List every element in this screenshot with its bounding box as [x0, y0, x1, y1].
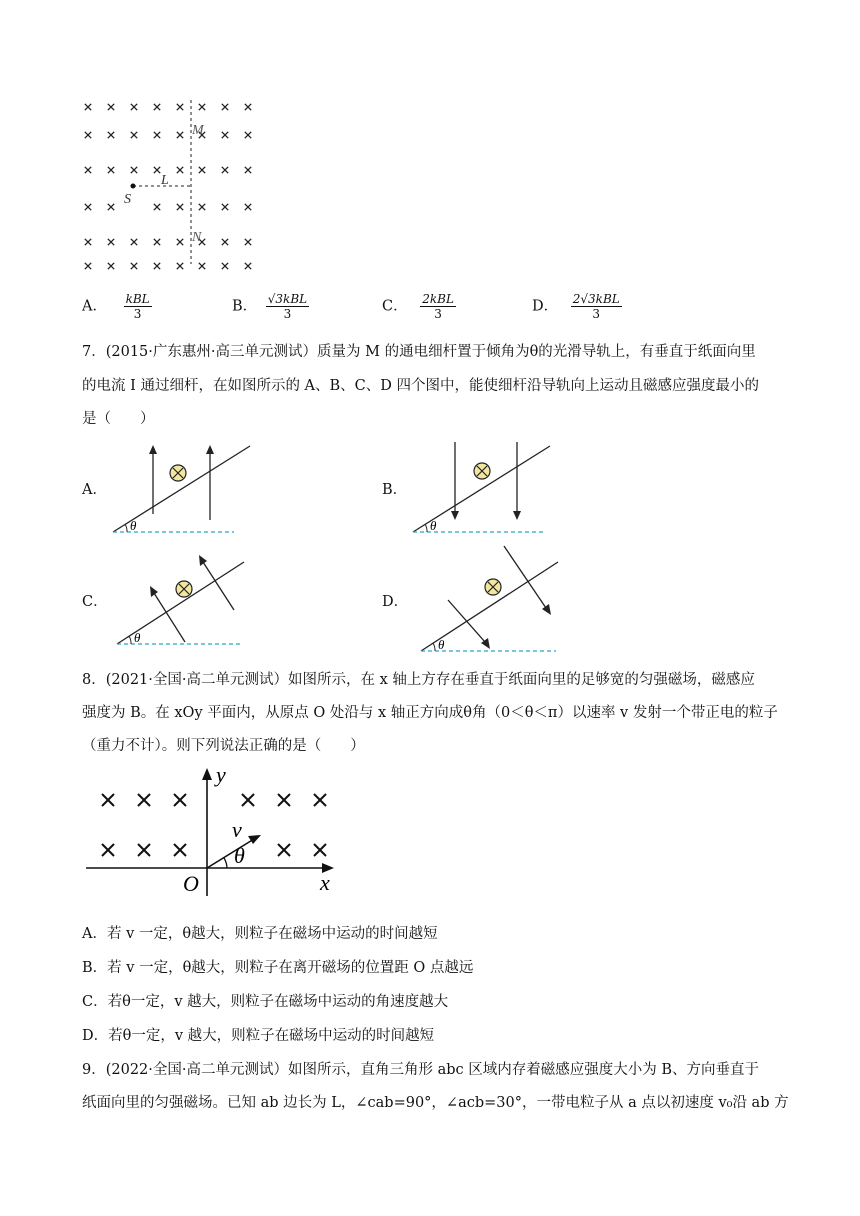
- field-cross: [222, 239, 228, 245]
- field-cross: [85, 104, 91, 110]
- field-cross: [131, 263, 137, 269]
- field-cross: [131, 132, 137, 138]
- angle-arc: [425, 524, 427, 532]
- field-cross: [108, 263, 114, 269]
- q8-option-a: A．若 v 一定，θ越大，则粒子在磁场中运动的时间越短: [82, 926, 438, 942]
- q7-figure-c: [114, 554, 264, 650]
- velocity-arrowhead: [248, 835, 261, 844]
- q8-coordinate-figure: [86, 762, 346, 902]
- field-cross: [199, 204, 205, 210]
- field-cross: [177, 263, 183, 269]
- current-into-page-icon: [170, 465, 186, 481]
- field-cross: [314, 794, 326, 806]
- field-cross: [108, 104, 114, 110]
- angle-arc: [224, 858, 227, 868]
- field-cross: [245, 239, 251, 245]
- q7-stem-line-1: 7．(2015·广东惠州·高三单元测试）质量为 M 的通电细杆置于倾角为θ的光滑导轨上，有垂直于纸面向里: [82, 344, 756, 360]
- label-theta: θ: [234, 843, 245, 868]
- current-into-page-icon: [176, 581, 192, 597]
- q6-magnetic-field-figure: [78, 96, 268, 276]
- field-cross: [154, 104, 160, 110]
- label-n: N: [192, 230, 202, 245]
- field-cross: [154, 204, 160, 210]
- field-cross: [138, 794, 150, 806]
- field-cross: [177, 204, 183, 210]
- angle-arc: [433, 643, 435, 651]
- current-into-page-icon: [474, 463, 490, 479]
- field-cross: [222, 204, 228, 210]
- angle-arc: [125, 524, 127, 532]
- q8-option-d: D．若θ一定，v 越大，则粒子在磁场中运动的时间越短: [82, 1028, 435, 1044]
- q9-stem-line-1: 9．(2022·全国·高二单元测试）如图所示，直角三角形 abc 区域内存着磁感应强度大小为 B、方向垂直于: [82, 1062, 760, 1078]
- field-cross: [154, 132, 160, 138]
- theta-label: θ: [130, 518, 137, 533]
- q7-figure-a: [110, 440, 260, 540]
- field-cross: [85, 132, 91, 138]
- label-y: y: [216, 762, 226, 787]
- field-cross: [108, 167, 114, 173]
- q6-option-b: B． $\frac{\text{√3kBL}}{3}$: [232, 292, 308, 321]
- field-cross: [314, 844, 326, 856]
- q6-option-c: C． $\frac{\text{2kBL}}{3}$: [382, 292, 454, 321]
- field-cross: [245, 104, 251, 110]
- q7-figure-label-b: B．: [382, 482, 408, 498]
- fraction: $\frac{\text{√3kBL}}{3}$: [267, 292, 308, 321]
- field-cross: [245, 167, 251, 173]
- velocity-vector: [207, 839, 254, 868]
- field-cross: [174, 794, 186, 806]
- field-cross: [154, 239, 160, 245]
- fraction: $\frac{\text{2kBL}}{3}$: [422, 292, 454, 321]
- q7-figure-b: [410, 440, 560, 540]
- fraction: $\frac{\text{kBL}}{3}$: [125, 292, 150, 321]
- field-cross: [222, 167, 228, 173]
- field-cross: [199, 104, 205, 110]
- field-cross: [177, 132, 183, 138]
- field-cross: [108, 132, 114, 138]
- fraction: $\frac{\text{2√3kBL}}{3}$: [572, 292, 620, 321]
- field-cross: [102, 844, 114, 856]
- label-x: x: [320, 870, 330, 895]
- field-cross: [131, 239, 137, 245]
- field-cross: [138, 844, 150, 856]
- label-v: v: [232, 817, 242, 842]
- field-cross: [278, 794, 290, 806]
- q8-stem-line-1: 8．(2021·全国·高二单元测试）如图所示，在 x 轴上方存在垂直于纸面向里的足够宽的匀强磁场，磁感应: [82, 672, 755, 688]
- label-origin: O: [183, 871, 199, 896]
- q7-stem-line-3: 是（ ）: [82, 411, 155, 427]
- field-crosses: [102, 794, 326, 856]
- field-cross: [245, 263, 251, 269]
- field-cross: [174, 844, 186, 856]
- field-cross: [177, 239, 183, 245]
- field-arrow-perpendicular: [504, 546, 546, 608]
- q7-figure-label-c: C．: [82, 594, 108, 610]
- q8-stem-line-3: （重力不计）。则下列说法正确的是（ ）: [82, 738, 365, 754]
- label-s: S: [124, 192, 131, 207]
- q8-option-b: B．若 v 一定，θ越大，则粒子在离开磁场的位置距 O 点越远: [82, 960, 474, 976]
- field-cross: [242, 794, 254, 806]
- field-cross: [278, 844, 290, 856]
- q6-option-d: D． $\frac{\text{2√3kBL}}{3}$: [532, 292, 620, 321]
- q7-figure-label-a: A．: [82, 482, 107, 498]
- field-cross: [222, 104, 228, 110]
- q6-option-a: A． $\frac{\text{kBL}}{3}$: [82, 292, 150, 321]
- field-cross: [131, 104, 137, 110]
- theta-label: θ: [438, 637, 445, 652]
- field-cross: [177, 104, 183, 110]
- field-cross: [85, 239, 91, 245]
- y-axis-arrowhead: [202, 768, 212, 780]
- field-cross: [154, 167, 160, 173]
- field-cross: [199, 167, 205, 173]
- field-cross: [199, 263, 205, 269]
- q7-figure-label-d: D．: [382, 594, 409, 610]
- q7-stem-line-2: 的电流 I 通过细杆，在如图所示的 A、B、C、D 四个图中，能使细杆沿导轨向上运动且磁感应强度最小的: [82, 378, 760, 394]
- current-into-page-icon: [485, 579, 501, 595]
- field-arrow-perpendicular: [448, 600, 485, 642]
- field-cross: [222, 263, 228, 269]
- field-cross: [85, 204, 91, 210]
- field-cross: [108, 204, 114, 210]
- source-point-s: [131, 184, 136, 189]
- field-cross: [177, 167, 183, 173]
- field-cross: [245, 132, 251, 138]
- field-cross: [245, 204, 251, 210]
- field-cross: [154, 263, 160, 269]
- label-m: M: [192, 123, 204, 138]
- q7-figure-d: [418, 542, 568, 654]
- label-l: L: [161, 173, 169, 188]
- q8-option-c: C．若θ一定，v 越大，则粒子在磁场中运动的角速度越大: [82, 994, 449, 1010]
- q9-stem-line-2: 纸面向里的匀强磁场。已知 ab 边长为 L，∠cab=90°，∠acb=30°，一带电粒子从 a 点以初速度 v₀沿 ab 方: [82, 1095, 789, 1111]
- field-cross: [222, 132, 228, 138]
- field-cross: [131, 167, 137, 173]
- field-cross: [102, 794, 114, 806]
- theta-label: θ: [134, 630, 141, 645]
- field-cross: [85, 263, 91, 269]
- field-cross: [85, 167, 91, 173]
- theta-label: θ: [430, 518, 437, 533]
- field-cross: [108, 239, 114, 245]
- angle-arc: [129, 636, 131, 644]
- q8-stem-line-2: 强度为 B。在 xOy 平面内，从原点 O 处沿与 x 轴正方向成θ角（0＜θ＜π）以速率 v 发射一个带正电的粒子: [82, 705, 778, 721]
